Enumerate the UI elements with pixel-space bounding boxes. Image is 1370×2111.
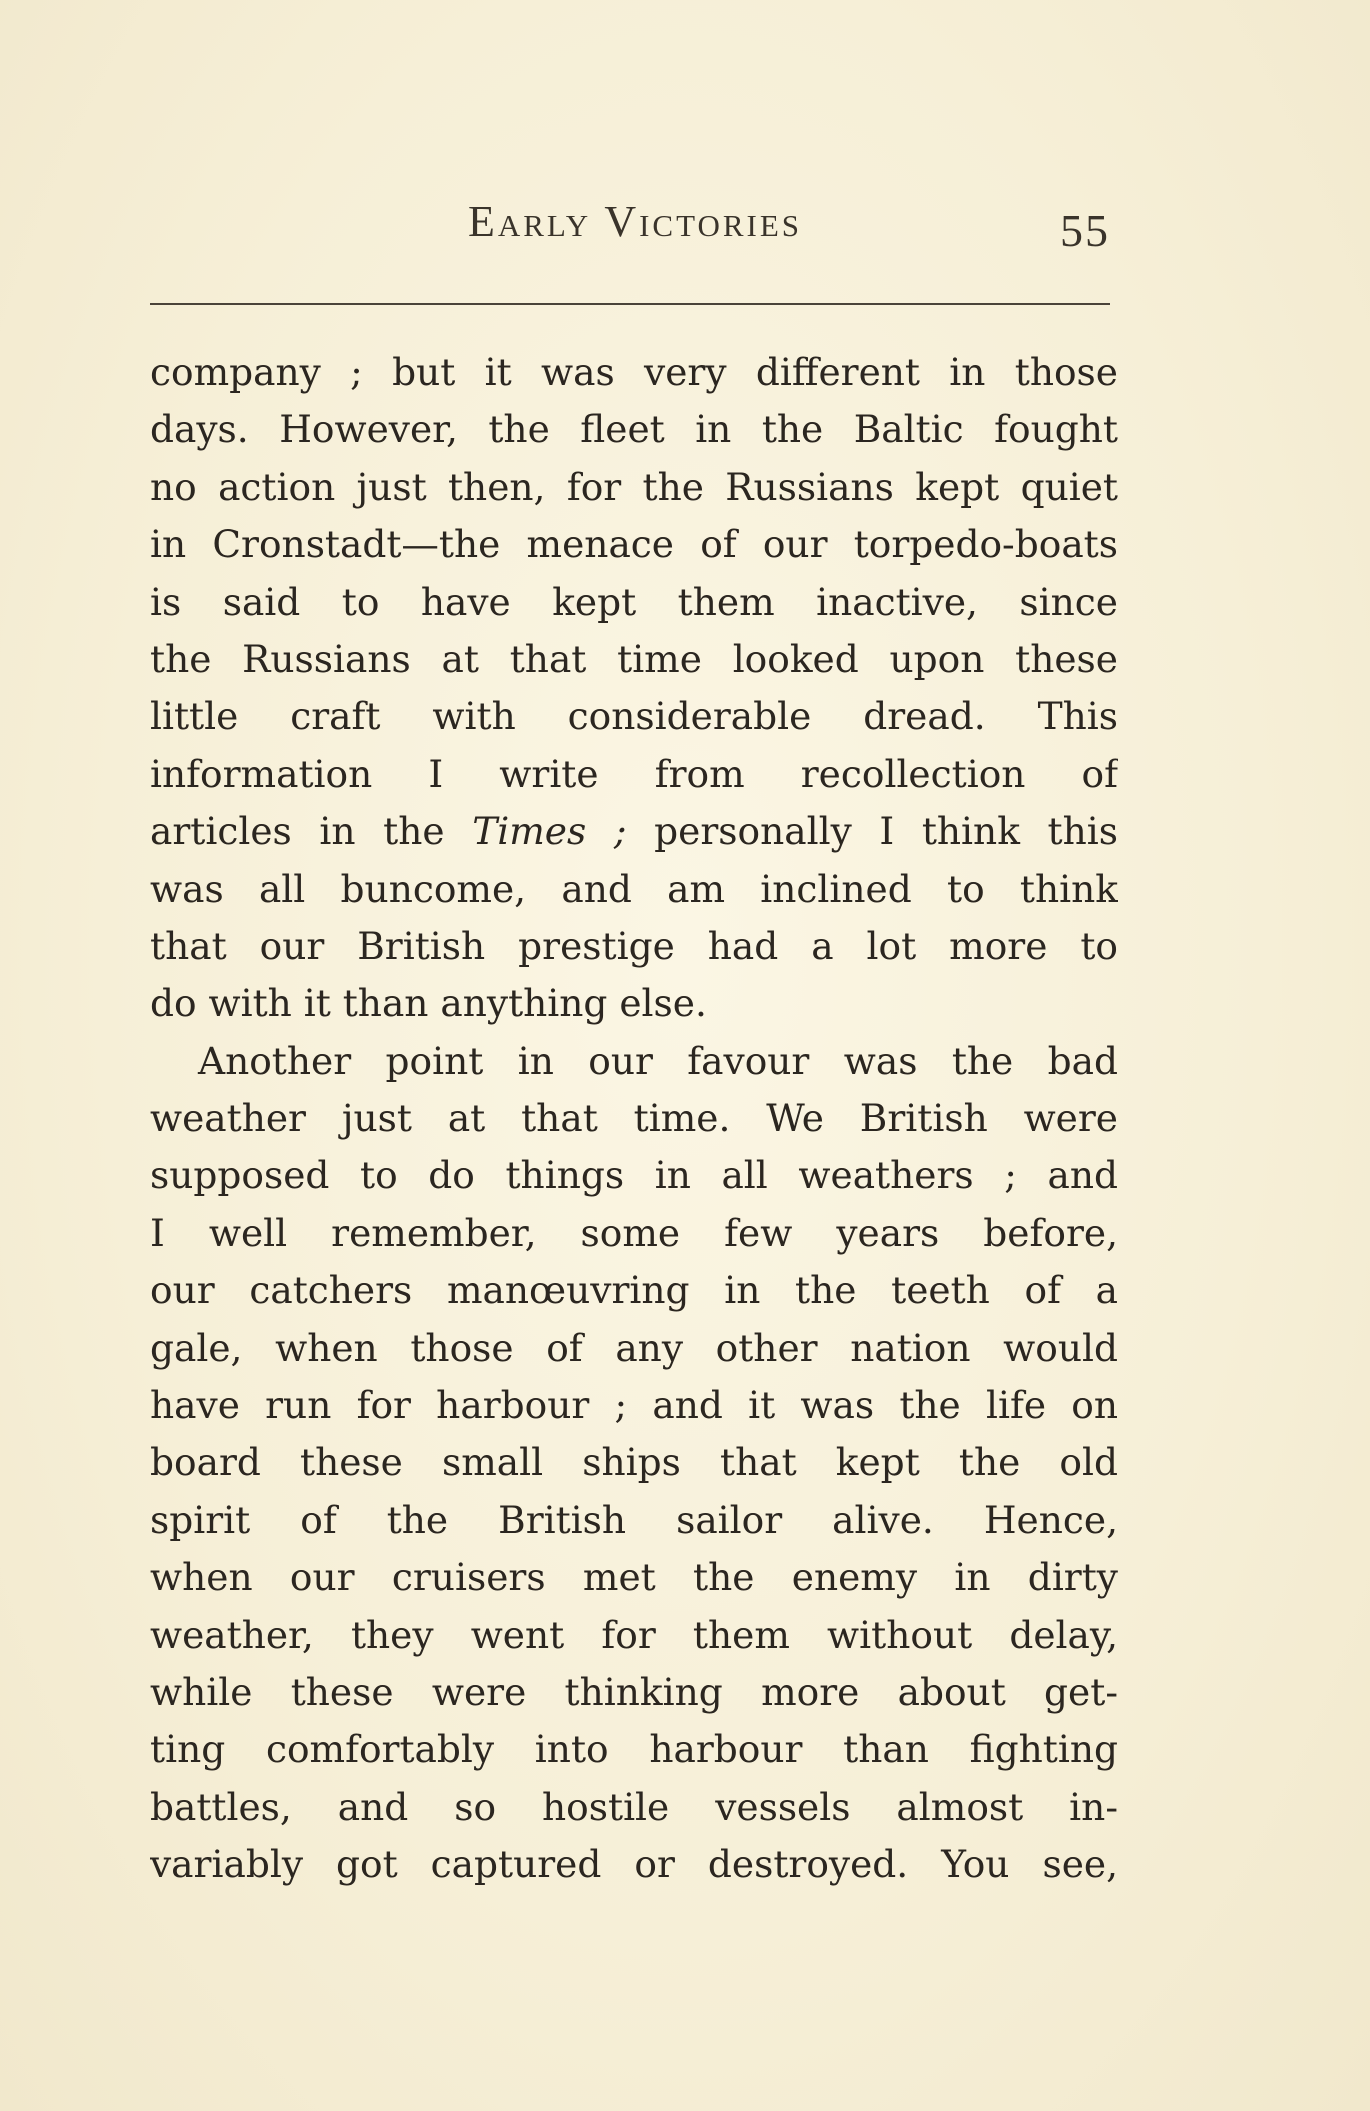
text-line: spirit of the British sailor alive. Hence, — [150, 1497, 1118, 1542]
text-line: in Cronstadt—the menace of our torpedo-boats — [150, 522, 1118, 567]
text-fragment: articles in the — [150, 809, 445, 854]
text-line: weather just at that time. We British were — [150, 1096, 1118, 1141]
italic-title: Times ; — [472, 809, 627, 854]
text-line: company ; but it was very different in those — [150, 350, 1118, 394]
text-line: that our British prestige had a lot more to — [150, 923, 1118, 968]
text-fragment: personally I think this — [654, 809, 1118, 854]
text-line: the Russians at that time looked upon these — [150, 636, 1118, 681]
text-line: weather, they went for them without delay, — [150, 1612, 1118, 1657]
text-line: gale, when those of any other nation would — [150, 1325, 1118, 1370]
text-line: variably got captured or destroyed. You see, — [150, 1842, 1118, 1887]
text-line: days. However, the fleet in the Baltic fought — [150, 407, 1118, 452]
text-line: battles, and so hostile vessels almost in- — [150, 1784, 1118, 1829]
body-text — [150, 344, 1118, 1894]
text-line: our catchers manœuvring in the teeth of a — [150, 1268, 1118, 1313]
running-head — [150, 196, 1120, 266]
text-line: board these small ships that kept the old — [150, 1440, 1118, 1485]
text-line: when our cruisers met the enemy in dirty — [150, 1555, 1118, 1600]
text-line: I well remember, some few years before, — [150, 1210, 1118, 1255]
text-line: do with it than anything else. — [150, 981, 707, 1026]
header-rule — [150, 303, 1110, 305]
text-line: little craft with considerable dread. This — [150, 694, 1118, 739]
text-line: Another point in our favour was the bad — [198, 1038, 1118, 1083]
text-line: while these were thinking more about get- — [150, 1669, 1118, 1714]
text-line — [150, 803, 1118, 860]
text-line: no action just then, for the Russians kept quiet — [150, 464, 1118, 509]
text-line: have run for harbour ; and it was the life on — [150, 1383, 1118, 1428]
text-line: supposed to do things in all weathers ; and — [150, 1153, 1118, 1198]
text-line: was all buncome, and am inclined to think — [150, 866, 1118, 911]
page-number: 55 — [1060, 205, 1110, 256]
running-title: Early Victories — [467, 197, 803, 246]
text-line: is said to have kept them inactive, since — [150, 579, 1118, 624]
text-line: information I write from recollection of — [150, 751, 1118, 796]
text-line: ting comfortably into harbour than fighting — [150, 1727, 1118, 1772]
